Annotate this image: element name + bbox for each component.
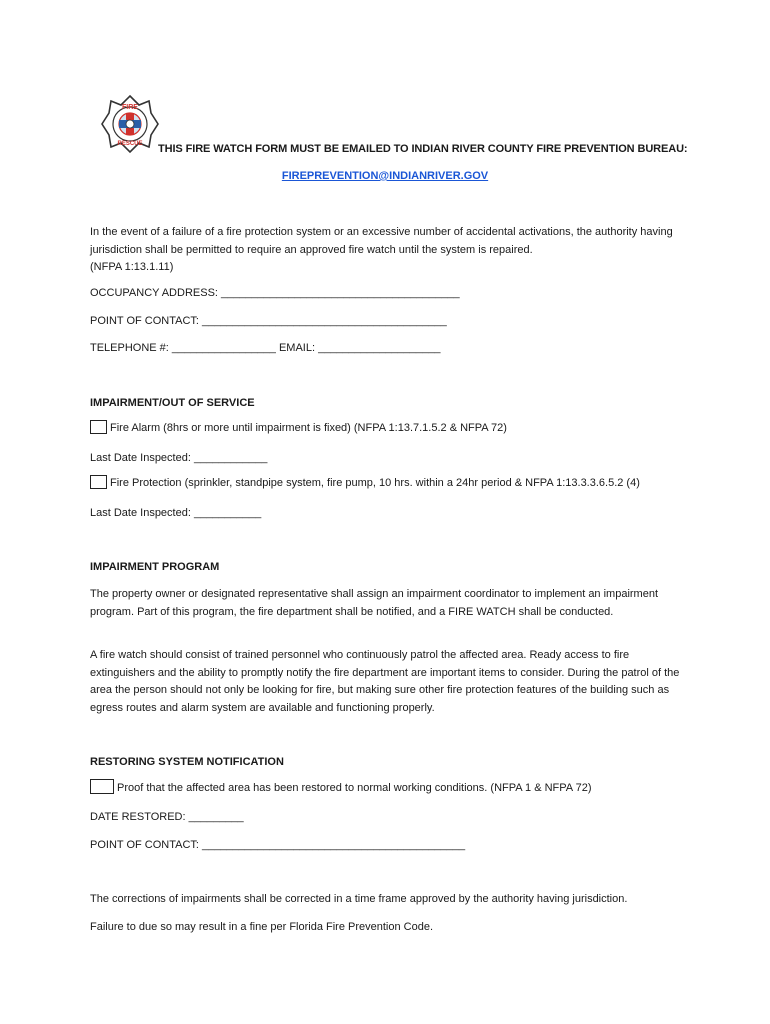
impairment-heading: IMPAIRMENT/OUT OF SERVICE <box>90 397 255 409</box>
proof-checkbox[interactable] <box>90 779 114 794</box>
restoring-point-of-contact-field[interactable]: POINT OF CONTACT: ___________________________________________ <box>90 839 466 851</box>
intro-text: In the event of a failure of a fire protection system or an excessive number of accidental activations, the authority having jurisdiction shall be permitted to require an approved fire watch until the system is repaired. <box>90 226 673 256</box>
fire-alarm-label: Fire Alarm (8hrs or more until impairment is fixed) (NFPA 1:13.7.1.5.2 & NFPA 72) <box>110 422 507 434</box>
fire-alarm-checkbox[interactable] <box>90 420 107 434</box>
fire-protection-label: Fire Protection (sprinkler, standpipe system, fire pump, 10 hrs. within a 24hr period & NFPA 1:13.3.3.6.5.2 (4) <box>110 477 640 489</box>
intro-paragraph <box>90 224 680 277</box>
logo-bottom-text: RESCUE <box>117 141 143 147</box>
logo-top-text: FIRE <box>122 104 138 111</box>
program-paragraph-2: A fire watch should consist of trained personnel who continuously patrol the affected area. Ready access to fire extinguishers and the ability to promptly notify the fire department are important items to consider. During the patrol of the area the person should not only be looking for fire, but making sure other fire protection features of the building such as egress routes and alarm system are available and functioning properly. <box>90 649 680 714</box>
program-paragraph-1: The property owner or designated representative shall assign an impairment coordinator to implement an impairment program. Part of this program, the fire department shall be notified, and a FIRE WATCH shall be conducted. <box>90 588 659 618</box>
proof-label: Proof that the affected area has been restored to normal working conditions. (NFPA 1 & NFPA 72) <box>117 782 592 794</box>
fire-rescue-logo <box>99 93 161 155</box>
email-link[interactable]: FIREPREVENTION@INDIANRIVER.GOV <box>281 170 489 182</box>
restoring-heading: RESTORING SYSTEM NOTIFICATION <box>90 756 284 768</box>
point-of-contact-field[interactable]: POINT OF CONTACT: ________________________________________ <box>90 315 447 327</box>
fire-protection-row <box>90 475 640 489</box>
failure-text: Failure to due so may result in a fine per Florida Fire Prevention Code. <box>90 921 433 933</box>
proof-row <box>90 779 591 794</box>
date-restored-field[interactable]: DATE RESTORED: _________ <box>90 811 244 823</box>
fire-alarm-date-field[interactable]: Last Date Inspected: ____________ <box>90 452 268 464</box>
fire-protection-checkbox[interactable] <box>90 475 107 489</box>
form-title: THIS FIRE WATCH FORM MUST BE EMAILED TO INDIAN RIVER COUNTY FIRE PREVENTION BUREAU: <box>158 143 688 155</box>
fire-protection-date-field[interactable]: Last Date Inspected: ___________ <box>90 507 262 519</box>
telephone-email-field[interactable]: TELEPHONE #: _________________ EMAIL: ____________________ <box>90 342 441 354</box>
corrections-text: The corrections of impairments shall be corrected in a time frame approved by the authority having jurisdiction. <box>90 893 628 905</box>
occupancy-address-field[interactable]: OCCUPANCY ADDRESS: _______________________________________ <box>90 287 460 299</box>
intro-reference: (NFPA 1:13.1.11) <box>90 261 174 273</box>
maltese-cross-badge-icon <box>99 93 161 155</box>
impairment-program-heading: IMPAIRMENT PROGRAM <box>90 561 220 573</box>
fire-alarm-row <box>90 420 507 434</box>
